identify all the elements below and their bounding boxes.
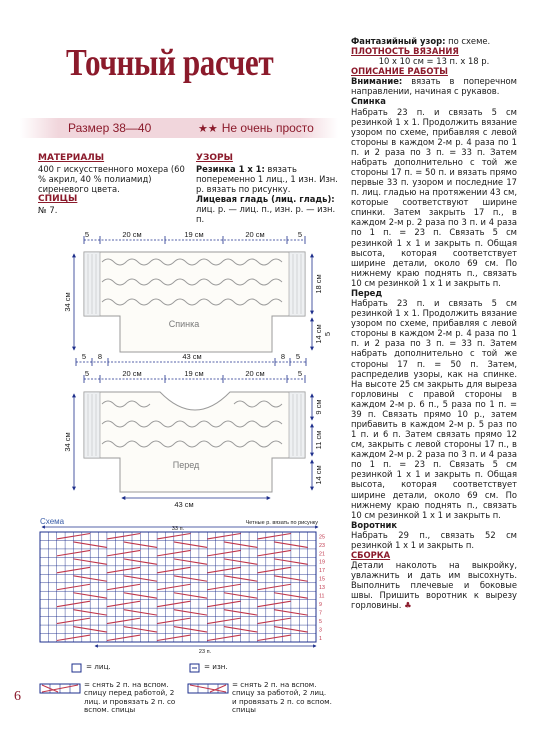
- back-right-dim-2: 14 см: [314, 324, 323, 344]
- rib-title: Резинка 1 х 1:: [196, 163, 265, 174]
- chart-row-number: 3: [319, 627, 322, 634]
- chart-row-number: 5: [319, 618, 322, 625]
- gauge-heading: ПЛОТНОСТЬ ВЯЗАНИЯ: [351, 46, 459, 57]
- legend-left-cross: = снять 2 п. на вспом. спицу за работой, 2 лиц. и провязать 2 п. со вспом. спицы: [232, 680, 332, 714]
- front-text: Набрать 23 п. и связать 5 см резинкой 1 х 1. Продолжить вязание узором по схеме, прибавляя с левой стороны в каждом 2-м р. 4 раза по 1 п. и 2 раза по 3 п. = 33 п. Затем набрать дополнительно с той же стороны 17 п. = 50 п. Затем, распределив узоры, как на спинке. На высоте 25 см закрыть для выреза горловины с правой стороны в каждом 2-м р. 6 п., 5 раза по 1 п. = 39 п. Связать прямо 10 р., затем прибавить в каждом 2-м р. 5 раз по 1 п. и 6 п. Затем связать прямо 12 см, закрыть с левой стороны 17 п., в каждом 2-м р. 2 раза по 3 п. и 4 раза по 1 п. = 23 п. Связать 5 см резинкой 1 х 1 и закрыть п. Общая высота, которая соответствует ширине детали, около 69 см. По нижнему краю поднять п., связать 10 см резинкой 1 х 1 и закрыть п.: [351, 298, 517, 520]
- rib-text: вязать попеременно 1 лиц., 1 изн. Изн. р. вязать по рисунку.: [196, 163, 338, 194]
- front-right-dim-1: 9 см: [314, 399, 323, 415]
- attention-text: вязать в поперечном направлении, начиная с рукавов.: [351, 76, 517, 97]
- size-label: Размер 38—40: [68, 121, 152, 135]
- back-right-dim-1: 18 см: [314, 274, 323, 294]
- front-bottom-dim: 43 см: [174, 500, 194, 509]
- chart-row-number: 9: [319, 602, 322, 609]
- front-title: Перед: [351, 287, 383, 298]
- legend-right-cross: = снять 2 п. на вспом. спицу перед работой, 2 лиц. и провязать 2 п. со вспом. спицы: [84, 680, 176, 714]
- chart-row-number: 25: [319, 534, 325, 541]
- back-bottom-dim-1: 5: [81, 352, 87, 361]
- materials-text: 400 г искусственного мохера (60 % акрил, 40 % полиамид) сиреневого цвета.: [38, 163, 185, 194]
- stockinette-title: Лицевая гладь (лиц. гладь):: [196, 194, 335, 205]
- chart-label: Схема: [40, 517, 65, 526]
- back-dim-3: 19 см: [184, 230, 204, 239]
- chart-row-number: 21: [319, 551, 325, 558]
- back-dim-2: 20 см: [122, 230, 142, 239]
- back-bottom-dim-5: 5: [295, 352, 301, 361]
- back-bottom-dim-3: 43 см: [182, 352, 202, 361]
- front-left-dim: 34 см: [63, 432, 72, 452]
- back-dim-4: 20 см: [245, 230, 265, 239]
- needles-heading: СПИЦЫ: [38, 194, 78, 205]
- back-bottom-dim-2: 8: [97, 352, 103, 361]
- front-dim-4: 20 см: [245, 369, 265, 378]
- front-right-dim-3: 14 см: [314, 465, 323, 485]
- page-number: 6: [14, 689, 21, 704]
- front-right-dim-2: 11 см: [314, 430, 323, 450]
- back-title: Спинка: [351, 96, 386, 107]
- difficulty-text: Не очень просто: [221, 121, 314, 135]
- knit-symbol-icon: [72, 664, 81, 672]
- pattern-chart: [40, 527, 318, 646]
- back-left-dim: 34 см: [63, 292, 72, 312]
- chart-row-number: 17: [319, 568, 325, 575]
- back-label: Спинка: [168, 319, 200, 329]
- front-dim-3: 19 см: [184, 369, 204, 378]
- back-dim-1: 5: [84, 230, 90, 239]
- chart-row-number: 7: [319, 610, 322, 617]
- right-cross-symbol-icon: [40, 684, 80, 693]
- chart-row-number: 23: [319, 542, 325, 549]
- chart-top-count: 33 п.: [171, 526, 185, 532]
- front-dim-2: 20 см: [122, 369, 142, 378]
- page-title: Точный расчет: [66, 42, 274, 84]
- back-schematic: [74, 236, 312, 366]
- legend-purl: = изн.: [204, 662, 228, 671]
- chart-row-number: 11: [319, 593, 325, 600]
- back-text: Набрать 23 п. и связать 5 см резинкой 1 х 1. Продолжить вязание узором по схеме, прибавляя с левой стороны в каждом 2-м р. 4 раза по 1 п. и 2 раза по 3 п. = 33 п. Затем набрать дополнительно с той же стороны 17 п. = 50 п. и вязать прямо первые 33 п. узором и последние 17 п. лиц. гладью на протяжении 43 см, которые соответствуют ширине спинки. Затем закрыть 17 п., в каждом 2-м р. 2 раза по 3 п. и 4 раза по 1 п. = 23 п. Связать 5 см резинкой 1 х 1 и закрыть п. Общая высота, которая соответствует ширине детали, около 69 см. По нижнему краю поднять п., связать 10 см резинкой 1 х 1 и закрыть п.: [351, 106, 517, 288]
- back-bottom-dim-4: 8: [280, 352, 286, 361]
- back-dim-5: 5: [297, 230, 303, 239]
- back-right-dim-3: 5: [323, 331, 332, 337]
- left-cross-symbol-icon: [188, 684, 228, 693]
- gauge-text: 10 х 10 см = 13 п. х 18 р.: [378, 56, 490, 67]
- assembly-heading: СБОРКА: [351, 549, 391, 560]
- fancy-title: Фантазийный узор:: [351, 36, 446, 46]
- front-dim-1: 5: [84, 369, 90, 378]
- legend-knit: = лиц.: [86, 662, 111, 671]
- chart-note: Четные р. вязать по рисунку: [245, 520, 318, 526]
- collar-title: Воротник: [351, 519, 398, 530]
- fancy-text: по схеме.: [448, 36, 491, 46]
- chart-row-number: 19: [319, 559, 325, 566]
- needles-text: № 7.: [38, 204, 58, 215]
- chart-bottom-count: 23 п.: [198, 649, 212, 655]
- collar-text: Набрать 29 п., связать 52 см резинкой 1 х 1 и закрыть п.: [351, 529, 517, 550]
- work-heading: ОПИСАНИЕ РАБОТЫ: [351, 66, 448, 77]
- chart-row-number: 1: [319, 635, 322, 642]
- chart-row-number: 15: [319, 576, 325, 583]
- materials-heading: МАТЕРИАЛЫ: [38, 153, 105, 163]
- patterns-heading: УЗОРЫ: [196, 153, 233, 163]
- front-dim-5: 5: [297, 369, 303, 378]
- chart-row-number: 13: [319, 585, 325, 592]
- difficulty-stars-icon: ★★: [198, 123, 218, 135]
- front-label: Перед: [172, 460, 200, 470]
- club-icon: ♣: [404, 600, 412, 611]
- attention-title: Внимание:: [351, 76, 403, 87]
- assembly-text: Детали наколоть на выкройку, увлажнить и дать им высохнуть. Выполнить плечевые и боковые швы. Пришить воротник к вырезу горловины.: [351, 560, 517, 611]
- stockinette-text: лиц. р. — лиц. п., изн. р. — изн. п.: [196, 204, 336, 225]
- front-schematic: [74, 375, 312, 498]
